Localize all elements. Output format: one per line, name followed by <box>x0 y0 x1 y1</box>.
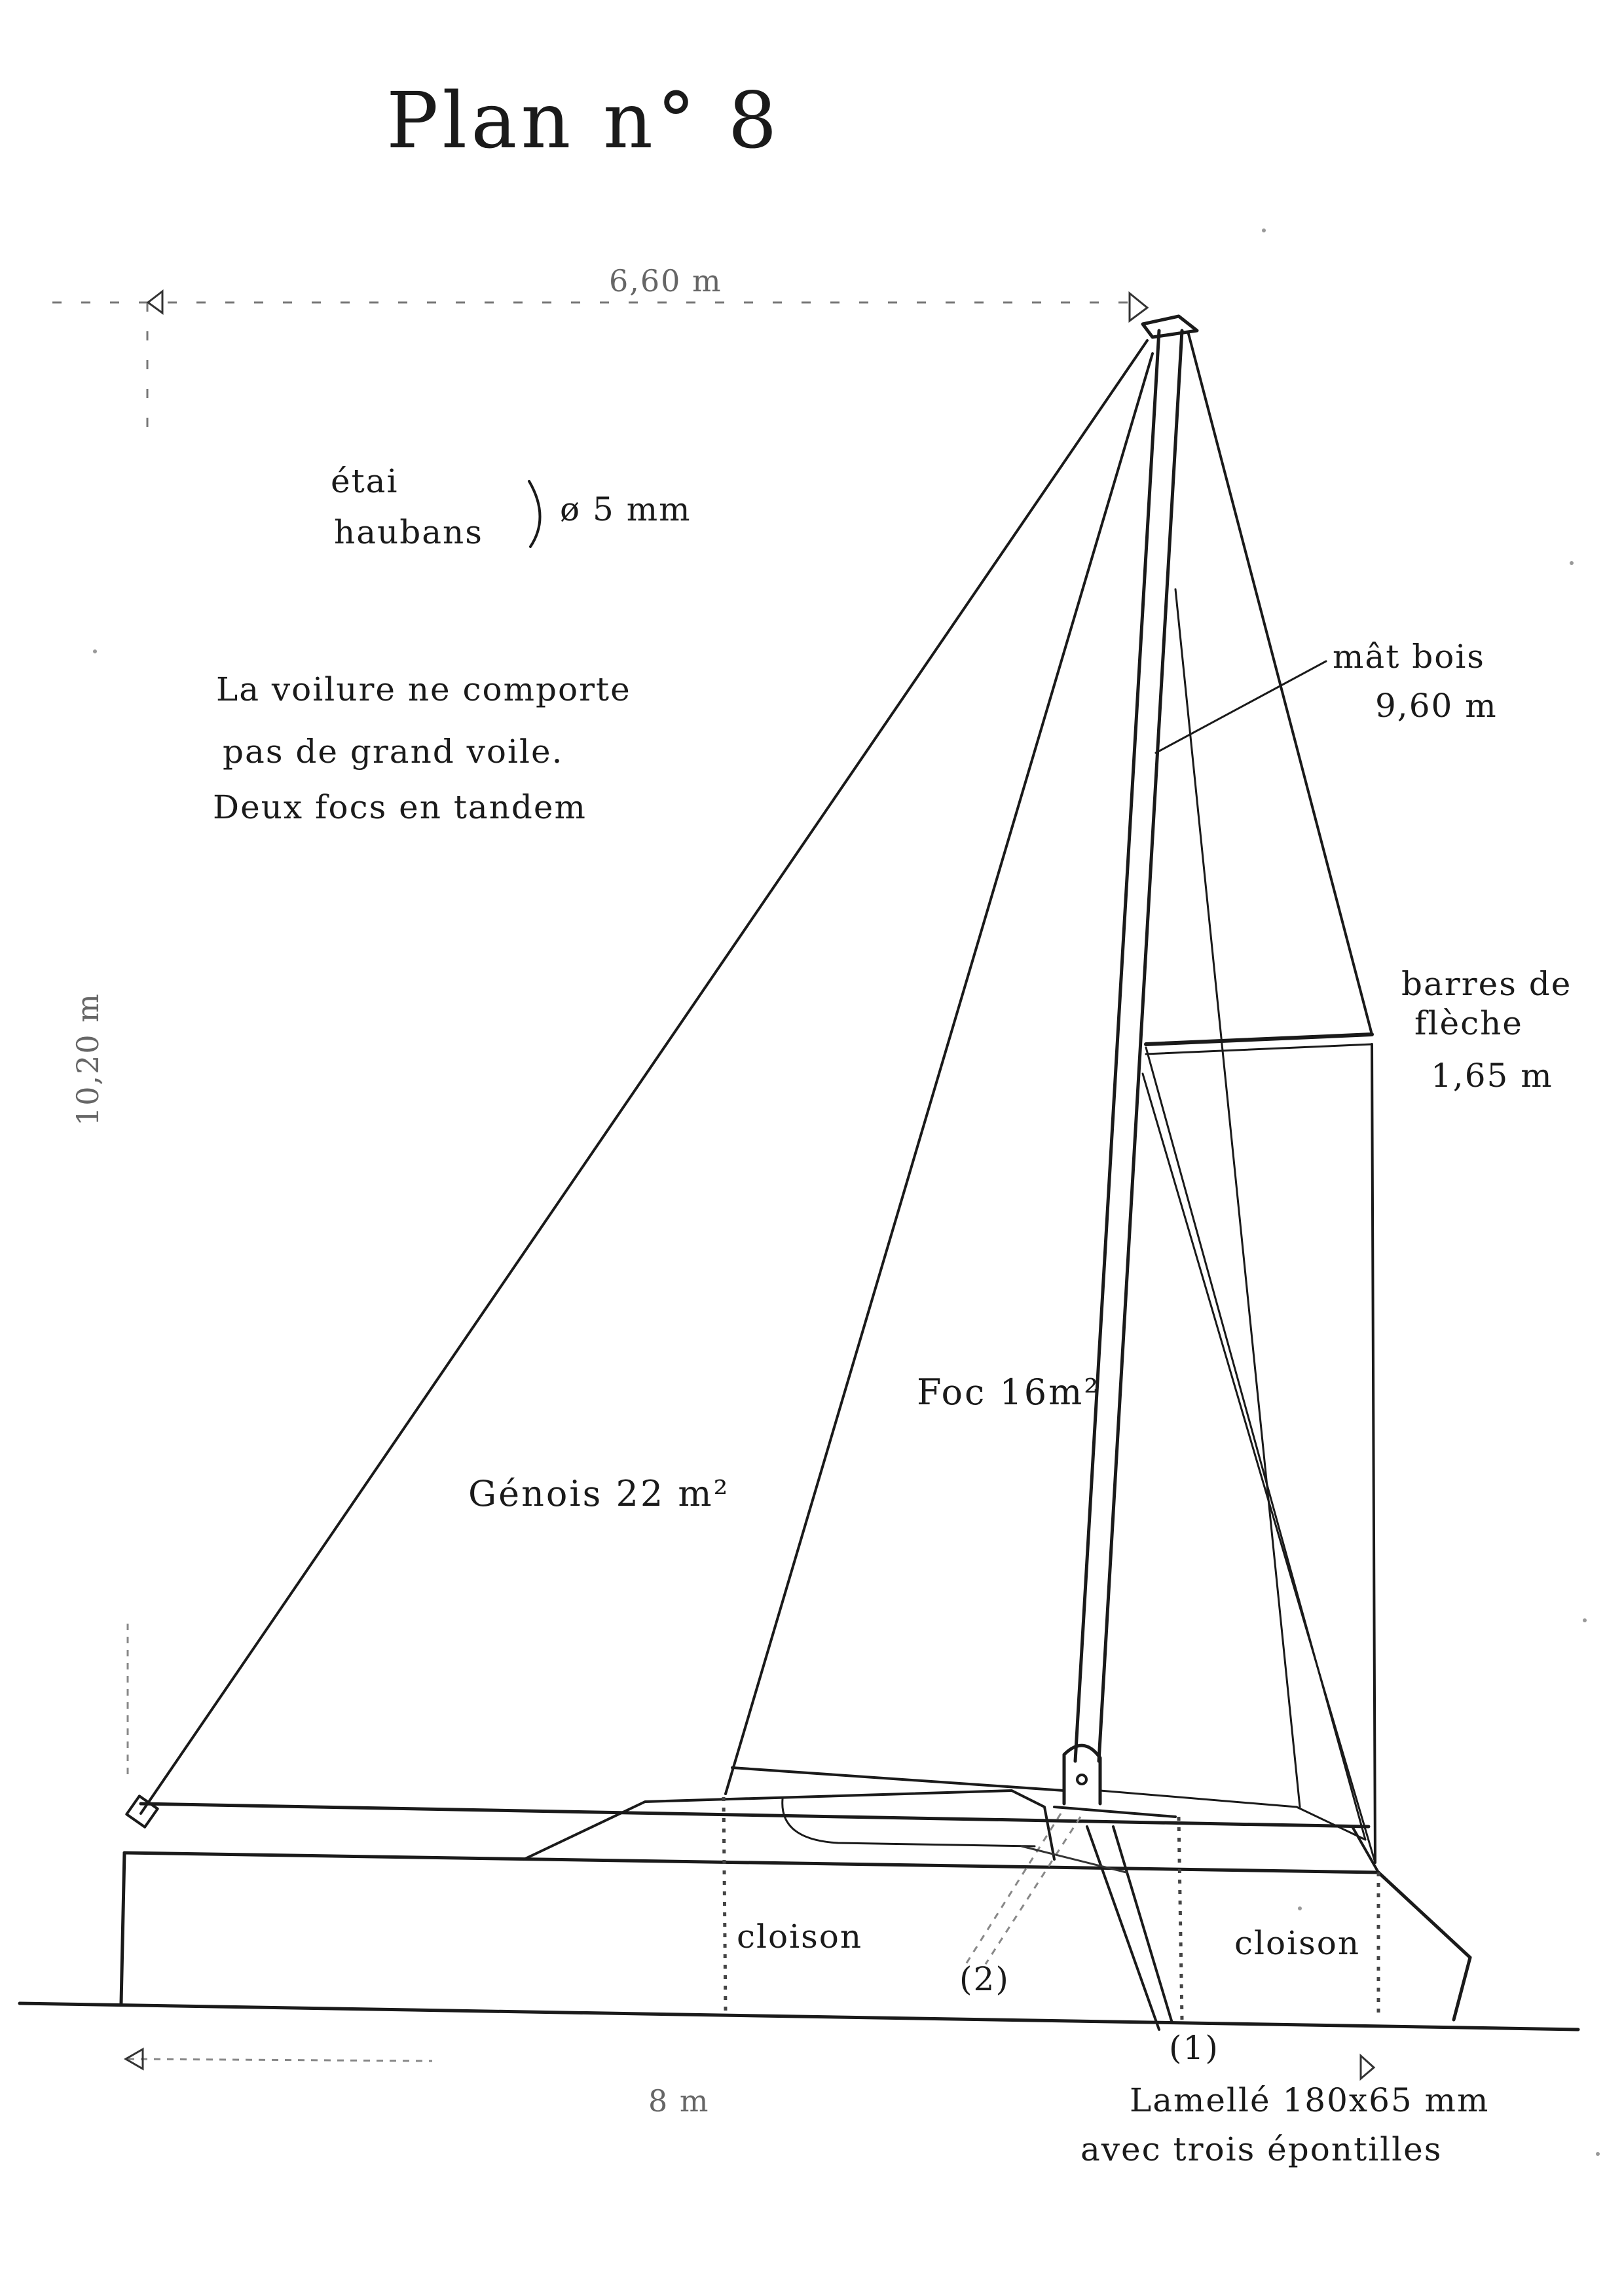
pillar-marker-2: (2) <box>959 1960 1010 1998</box>
mast-length: 9,60 m <box>1375 687 1498 725</box>
sail-note-line2: pas de grand voile. <box>223 733 564 771</box>
genoa-area-label: Génois 22 m² <box>468 1473 730 1514</box>
jib-foot <box>732 1768 1064 1791</box>
hull <box>121 1796 1470 2020</box>
mast <box>1064 316 1197 1804</box>
rigging-note-stay: étai <box>331 462 399 500</box>
rigging-note-diameter: ø 5 mm <box>560 490 692 528</box>
height-dimension <box>70 993 128 1781</box>
width-dimension-label: 6,60 m <box>609 263 722 299</box>
rigging-note-shrouds: haubans <box>334 513 483 551</box>
rigging-note <box>331 462 692 551</box>
beam-note-line1: Lamellé 180x65 mm <box>1130 2081 1490 2119</box>
forestay <box>141 340 1147 1813</box>
height-dimension-label: 10,20 m <box>70 993 105 1126</box>
width-dimension <box>52 263 1147 445</box>
cabin <box>524 1791 1054 1859</box>
beam-note-line2: avec trois épontilles <box>1080 2130 1443 2168</box>
shrouds <box>1100 334 1375 1863</box>
sail-note-line1: La voilure ne comporte <box>216 670 631 708</box>
spreaders-label: barres de <box>1401 965 1572 1003</box>
plan-title: Plan n° 8 <box>386 75 781 166</box>
sail-note-line3: Deux focs en tandem <box>213 788 587 826</box>
sail-note <box>213 670 631 826</box>
mast-label-leader <box>1156 661 1326 753</box>
rigging-brace <box>529 481 540 547</box>
spreaders-length: 1,65 m <box>1431 1057 1553 1095</box>
length-dimension-label: 8 m <box>648 2083 710 2119</box>
waterline <box>20 2003 1578 2030</box>
spreaders <box>1146 1034 1372 1054</box>
jib-luff <box>726 354 1153 1794</box>
bulkhead-right-label: cloison <box>1234 1924 1361 1962</box>
pillar-marker-1: (1) <box>1169 2029 1219 2067</box>
mast-label: mât bois <box>1333 638 1485 676</box>
jib-area-label: Foc 16m² <box>917 1372 1100 1413</box>
spreaders-label-2: flèche <box>1414 1004 1523 1042</box>
bulkhead-left-label: cloison <box>737 1918 863 1956</box>
